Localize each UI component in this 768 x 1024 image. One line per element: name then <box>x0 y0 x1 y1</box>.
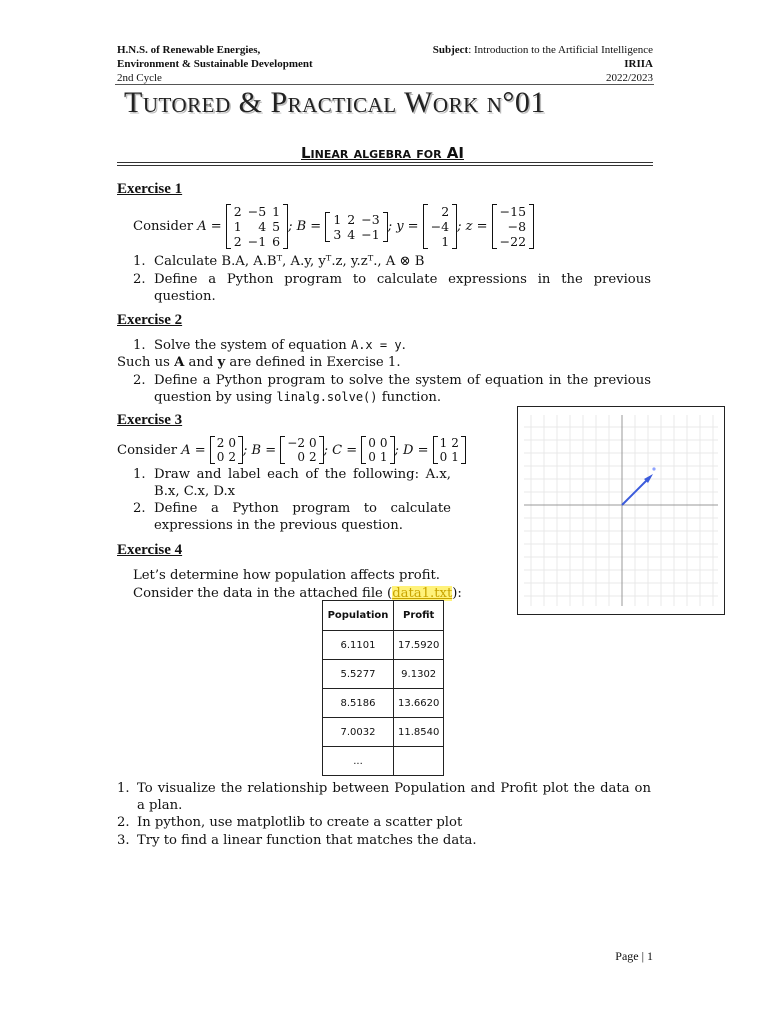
table-row <box>323 747 444 776</box>
table-row <box>323 689 444 718</box>
matrix-row <box>366 436 389 450</box>
matrix-cell: 1 <box>272 204 281 219</box>
subtitle-rule-1 <box>117 162 653 163</box>
matrix-cell: 1 <box>451 450 459 464</box>
plot-vector-tip-point <box>652 467 655 470</box>
exercise-1-title: Exercise 1 <box>117 181 183 197</box>
subject-label: Subject <box>432 44 469 56</box>
ex2-item-1 <box>154 337 406 354</box>
matrix-A <box>226 204 288 249</box>
ex2-note-a: A <box>174 355 185 370</box>
table-header-population: Population <box>323 601 394 631</box>
exercise-2-title: Exercise 2 <box>117 312 183 328</box>
vector-plot <box>517 406 725 615</box>
matrix-cell: −22 <box>499 234 527 249</box>
matrix-cell: 0 <box>368 450 376 464</box>
ex3-item-1-number: 1. <box>133 467 146 482</box>
matrix-cell: 2 <box>216 436 225 450</box>
ex1-consider: Consider <box>133 219 194 234</box>
matrix-cell: 2 <box>441 204 450 219</box>
matrix-row <box>231 219 283 234</box>
ex2-item-1-end: . <box>401 338 406 353</box>
table-header-row <box>323 601 444 631</box>
ex2-note-mid: and <box>184 355 218 370</box>
matrix-cell: 0 <box>368 436 376 450</box>
matrix-row <box>215 450 238 464</box>
matrix-cell: 0 <box>379 436 388 450</box>
matrix-3A <box>210 436 243 464</box>
matrix-cell: −2 <box>287 436 305 450</box>
matrix-row <box>330 227 382 242</box>
matrix-row <box>428 204 452 219</box>
table-cell-population: 5.5277 <box>323 660 394 689</box>
matrix-cell: 4 <box>258 219 267 234</box>
matrix-row <box>231 204 283 219</box>
subtitle-rule-2 <box>117 165 653 166</box>
matrix-cell: 1 <box>333 211 342 227</box>
ex4-consider-post: ): <box>452 586 462 601</box>
matrix-B <box>325 212 387 242</box>
matrix-cell: −3 <box>361 211 380 227</box>
ex4-consider-pre: Consider the data in the attached file ( <box>133 586 393 601</box>
matrix-cell: −1 <box>361 226 380 242</box>
matrix-row <box>428 234 452 249</box>
matrix-cell: 1 <box>379 450 388 464</box>
matrix-row <box>438 436 461 450</box>
header-department: IRIIA <box>624 58 653 70</box>
matrix-row <box>438 450 461 464</box>
vector-z <box>492 204 534 249</box>
ex1-item-2: Define a Python program to calculate expressions in the previous question. <box>154 272 651 304</box>
matrix-row <box>231 234 283 249</box>
ex2-item-2-number: 2. <box>133 373 146 388</box>
matrix-row <box>497 219 529 234</box>
ex2-item-2-text: Define a Python program to solve the system of equation in the previous question by using <box>154 373 651 405</box>
table-cell-profit: 17.5920 <box>394 631 444 660</box>
ex2-note-y: y <box>217 355 226 370</box>
matrix-cell: 0 <box>297 450 305 464</box>
matrix-cell: 2 <box>308 450 317 464</box>
matrix-cell: −8 <box>507 219 527 234</box>
ex2-item-1-text: Solve the system of equation <box>154 338 351 353</box>
matrix-row <box>330 212 382 227</box>
page-number: Page | 1 <box>615 949 653 963</box>
matrix-row <box>428 219 452 234</box>
ex4-item-1: To visualize the relationship between Population and Profit plot the data on a plan. <box>137 781 651 813</box>
table-row <box>323 660 444 689</box>
header-subject <box>433 43 653 57</box>
header-rule <box>115 84 654 85</box>
ex3-item-2-number: 2. <box>133 501 146 516</box>
table-cell-population: ... <box>323 747 394 776</box>
table-cell-profit: 11.8540 <box>394 718 444 747</box>
exercise-3-matrices: Consider A = 2 0 0 2 ; B = −2 0 0 2 ; C = 0 0 0 1 ; D = 1 2 0 1 <box>117 436 466 464</box>
ex2-note <box>117 354 401 371</box>
vector-y <box>423 204 457 249</box>
ex2-note-post: are defined in Exercise 1. <box>225 355 401 370</box>
matrix-row <box>497 234 529 249</box>
matrix-cell: 6 <box>272 234 281 249</box>
page-title: Tutored & Practical Work n°01 <box>124 86 546 119</box>
table-cell-profit <box>394 747 444 776</box>
matrix-cell: 1 <box>441 234 450 249</box>
vector-plot-svg <box>518 407 724 614</box>
table-row <box>323 718 444 747</box>
header-institution-line2: Environment & Sustainable Development <box>117 58 313 70</box>
matrix-cell: 3 <box>333 226 342 242</box>
matrix-cell: 1 <box>439 436 448 450</box>
matrix-3D <box>433 436 466 464</box>
matrix-cell: −15 <box>499 204 527 219</box>
subject-value: : Introduction to the Artificial Intelligence <box>468 44 653 56</box>
ex2-item-2-code: linalg.solve() <box>276 390 378 404</box>
ex3-item-1: Draw and label each of the following: A.x, B.x, C.x, D.x <box>154 467 451 499</box>
plot-grid <box>524 415 718 606</box>
matrix-cell: 2 <box>347 211 356 227</box>
matrix-cell: 0 <box>439 450 448 464</box>
matrix-cell: 0 <box>228 436 237 450</box>
table-cell-population: 8.5186 <box>323 689 394 718</box>
matrix-cell: 5 <box>272 219 281 234</box>
matrix-cell: 2 <box>233 204 242 219</box>
matrix-cell: 4 <box>347 226 356 242</box>
table-cell-population: 7.0032 <box>323 718 394 747</box>
exercise-4-title: Exercise 4 <box>117 542 183 558</box>
ex1-item-2-number: 2. <box>133 272 146 287</box>
matrix-row <box>497 204 529 219</box>
matrix-row <box>366 450 389 464</box>
ex2-item-1-code: A.x = y <box>350 338 402 352</box>
matrix-cell: 2 <box>228 450 237 464</box>
matrix-cell: −1 <box>247 234 267 249</box>
data-file-link[interactable]: data1.txt <box>392 586 453 601</box>
page-subtitle: Linear algebra for AI <box>301 144 464 162</box>
matrix-row <box>285 436 318 450</box>
table-cell-population: 6.1101 <box>323 631 394 660</box>
matrix-row <box>285 450 318 464</box>
ex3-item-2: Define a Python program to calculate expressions in the previous question. <box>154 501 451 533</box>
matrix-cell: −5 <box>247 204 267 219</box>
table-cell-profit: 13.6620 <box>394 689 444 718</box>
population-profit-table <box>322 600 444 776</box>
ex4-item-2-number: 2. <box>117 815 130 830</box>
ex2-item-2-end: function. <box>377 390 442 405</box>
exercise-1-matrices: Consider A = 2 −5 1 1 4 5 2 −1 6 ; B = 1 2 −3 3 4 −1 ; y = 2 −4 1 ; z = −15 −8 −22 <box>133 204 534 249</box>
matrix-cell: 0 <box>308 436 317 450</box>
table-cell-profit: 9.1302 <box>394 660 444 689</box>
ex2-item-1-number: 1. <box>133 338 146 353</box>
matrix-3B <box>280 436 323 464</box>
ex2-item-2 <box>154 372 651 406</box>
matrix-cell: 1 <box>233 219 242 234</box>
matrix-cell: −4 <box>430 219 450 234</box>
matrix-cell: 2 <box>233 234 242 249</box>
ex4-item-2: In python, use matplotlib to create a scatter plot <box>137 815 463 830</box>
exercise-3-title: Exercise 3 <box>117 412 183 428</box>
ex4-intro: Let’s determine how population affects profit. <box>133 568 440 583</box>
ex2-note-pre: Such us <box>117 355 175 370</box>
matrix-3C <box>361 436 394 464</box>
matrix-cell: 0 <box>216 450 225 464</box>
header-cycle: 2nd Cycle <box>117 72 162 84</box>
ex4-item-3-number: 3. <box>117 833 130 848</box>
table-header-profit: Profit <box>394 601 444 631</box>
ex3-consider: Consider <box>117 442 178 458</box>
ex4-item-1-number: 1. <box>117 781 130 796</box>
ex4-item-3: Try to find a linear function that matches the data. <box>137 833 477 848</box>
ex1-item-1-number: 1. <box>133 254 146 269</box>
matrix-row <box>215 436 238 450</box>
header-year: 2022/2023 <box>605 72 653 84</box>
header-institution-line1: H.N.S. of Renewable Energies, <box>117 44 261 56</box>
plot-vector-x <box>622 477 650 505</box>
matrix-cell: 2 <box>451 436 459 450</box>
table-row <box>323 631 444 660</box>
ex1-item-1: Calculate B.A, A.Bᵀ, A.y, yᵀ.z, y.zᵀ., A ⊗ B <box>154 254 425 269</box>
